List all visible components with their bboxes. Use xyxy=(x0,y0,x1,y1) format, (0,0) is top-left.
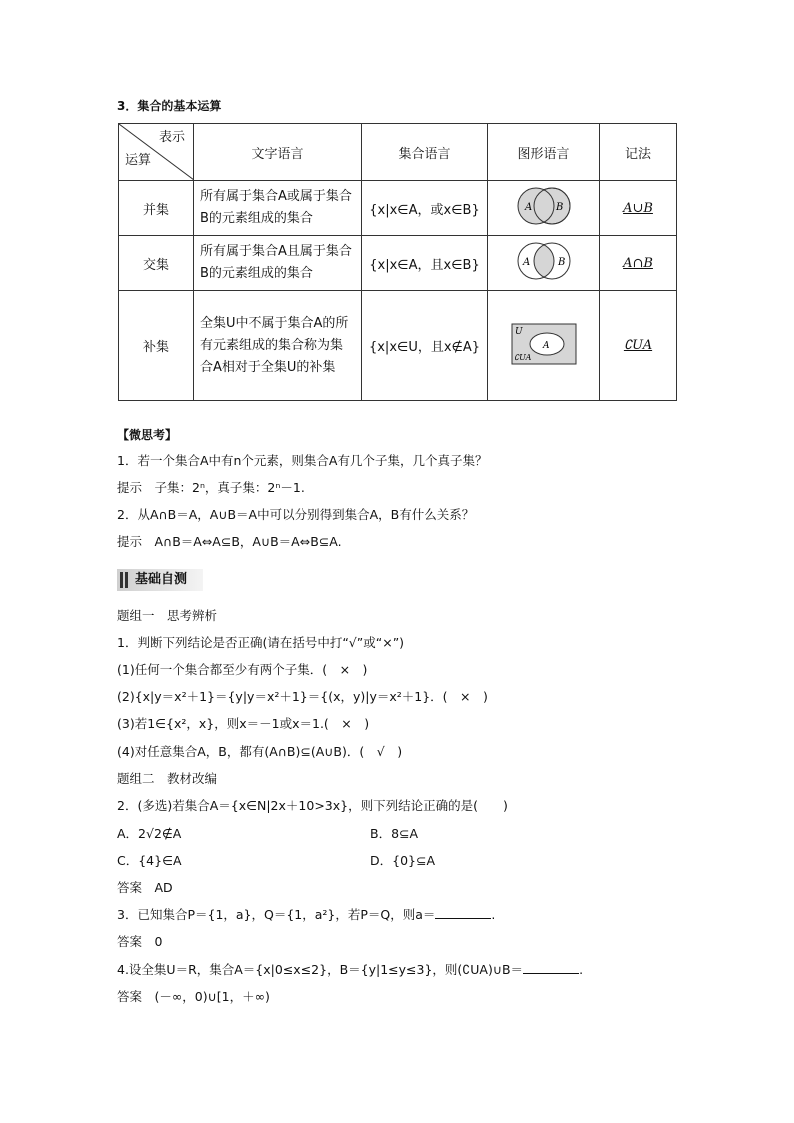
venn-label-a: A xyxy=(524,202,532,213)
intersection-venn-diagram xyxy=(488,236,600,291)
header-notation: 记法 xyxy=(600,124,677,181)
complement-venn-diagram xyxy=(488,291,600,401)
micro-title: 【微思考】 xyxy=(117,428,178,442)
option-b: B．8⊆A xyxy=(370,826,419,841)
row-set-lang: {x|x∈A，且x∈B} xyxy=(362,236,488,291)
row-set-lang: {x|x∈A，或x∈B} xyxy=(362,181,488,236)
answer-2: 答案 AD xyxy=(117,880,173,895)
micro-question-2: 2．从A∩B＝A，A∪B＝A中可以分别得到集合A，B有什么关系？ xyxy=(117,507,475,522)
option-d: D．{0}⊆A xyxy=(370,853,436,868)
corner-header xyxy=(119,124,194,181)
section-3-title: 3．集合的基本运算 xyxy=(117,99,222,113)
venn-label-u: U xyxy=(514,326,523,337)
question-1: 1．判断下列结论是否正确(请在括号中打“√”或“×”) xyxy=(117,635,405,650)
row-desc: 全集U中不属于集合A的所有元素组成的集合称为集合A相对于全集U的补集 xyxy=(194,291,362,401)
venn-label-complement: ∁UA xyxy=(513,352,531,362)
group1-title: 题组一 思考辨析 xyxy=(117,608,218,623)
question-4: 4.设全集U＝R，集合A＝{x|0≤x≤2}，B＝{y|1≤y≤3}，则(∁UA)∪B＝ . xyxy=(117,962,584,977)
question-1-item: (2){x|y＝x²＋1}＝{y|y＝x²＋1}＝{(x，y)|y＝x²＋1}．( × ) xyxy=(117,689,488,704)
venn-label-b: B xyxy=(555,202,563,213)
option-a: A．2√2∉A xyxy=(117,826,182,841)
corner-bottom-label: 运算 xyxy=(125,153,152,168)
row-set-lang: {x|x∈U，且x∉A} xyxy=(362,291,488,401)
venn-label-a: A xyxy=(522,257,530,268)
micro-hint-1: 提示 子集：2ⁿ，真子集：2ⁿ－1. xyxy=(117,480,305,495)
question-1-item: (1)任何一个集合都至少有两个子集．( × ) xyxy=(117,662,368,677)
table-row-intersection xyxy=(119,236,677,291)
answer-blank xyxy=(523,961,579,974)
banner-bar-icon xyxy=(120,572,123,588)
question-4-text: 4.设全集U＝R，集合A＝{x|0≤x≤2}，B＝{y|1≤y≤3}，则(∁UA)∪B＝ xyxy=(117,962,524,977)
venn-label-b: B xyxy=(557,257,565,268)
venn-label-a: A xyxy=(542,340,549,351)
question-2: 2．(多选)若集合A＝{x∈N|2x＋10>3x}，则下列结论正确的是( ) xyxy=(117,798,508,813)
micro-question-1: 1．若一个集合A中有n个元素，则集合A有几个子集，几个真子集？ xyxy=(117,453,488,468)
header-text-lang: 文字语言 xyxy=(194,124,362,181)
corner-top-label: 表示 xyxy=(158,130,185,145)
question-1-item: (3)若1∈{x²，x}，则x＝－1或x＝1.( × ) xyxy=(117,716,370,731)
micro-hint-2: 提示 A∩B＝A⇔A⊆B，A∪B＝A⇔B⊆A. xyxy=(117,534,342,549)
row-notation: A∩B xyxy=(600,236,677,291)
answer-3: 答案 0 xyxy=(117,934,163,949)
set-operations-table xyxy=(118,123,677,401)
header-graphic-lang: 图形语言 xyxy=(488,124,600,181)
row-name: 并集 xyxy=(119,181,194,236)
table-row-complement xyxy=(119,291,677,401)
row-desc: 所有属于集合A且属于集合B的元素组成的集合 xyxy=(194,236,362,291)
question-1-item: (4)对任意集合A，B，都有(A∩B)⊆(A∪B)．( √ ) xyxy=(117,744,403,759)
group2-title: 题组二 教材改编 xyxy=(117,771,218,786)
option-c: C．{4}∈A xyxy=(117,853,182,868)
header-set-lang: 集合语言 xyxy=(362,124,488,181)
row-notation: ∁UA xyxy=(600,291,677,401)
section-banner xyxy=(117,569,203,591)
question-3: 3．已知集合P＝{1，a}，Q＝{1，a²}，若P＝Q，则a＝ . xyxy=(117,907,496,922)
row-name: 补集 xyxy=(119,291,194,401)
table-row-union xyxy=(119,181,677,236)
row-desc: 所有属于集合A或属于集合B的元素组成的集合 xyxy=(194,181,362,236)
row-notation: A∪B xyxy=(600,181,677,236)
banner-bar-icon xyxy=(125,572,128,588)
answer-4: 答案 (－∞，0)∪[1，＋∞) xyxy=(117,989,270,1004)
answer-blank xyxy=(435,906,491,919)
row-name: 交集 xyxy=(119,236,194,291)
union-venn-diagram xyxy=(488,181,600,236)
banner-title: 基础自测 xyxy=(135,572,188,587)
question-3-text: 3．已知集合P＝{1，a}，Q＝{1，a²}，若P＝Q，则a＝ xyxy=(117,907,436,922)
